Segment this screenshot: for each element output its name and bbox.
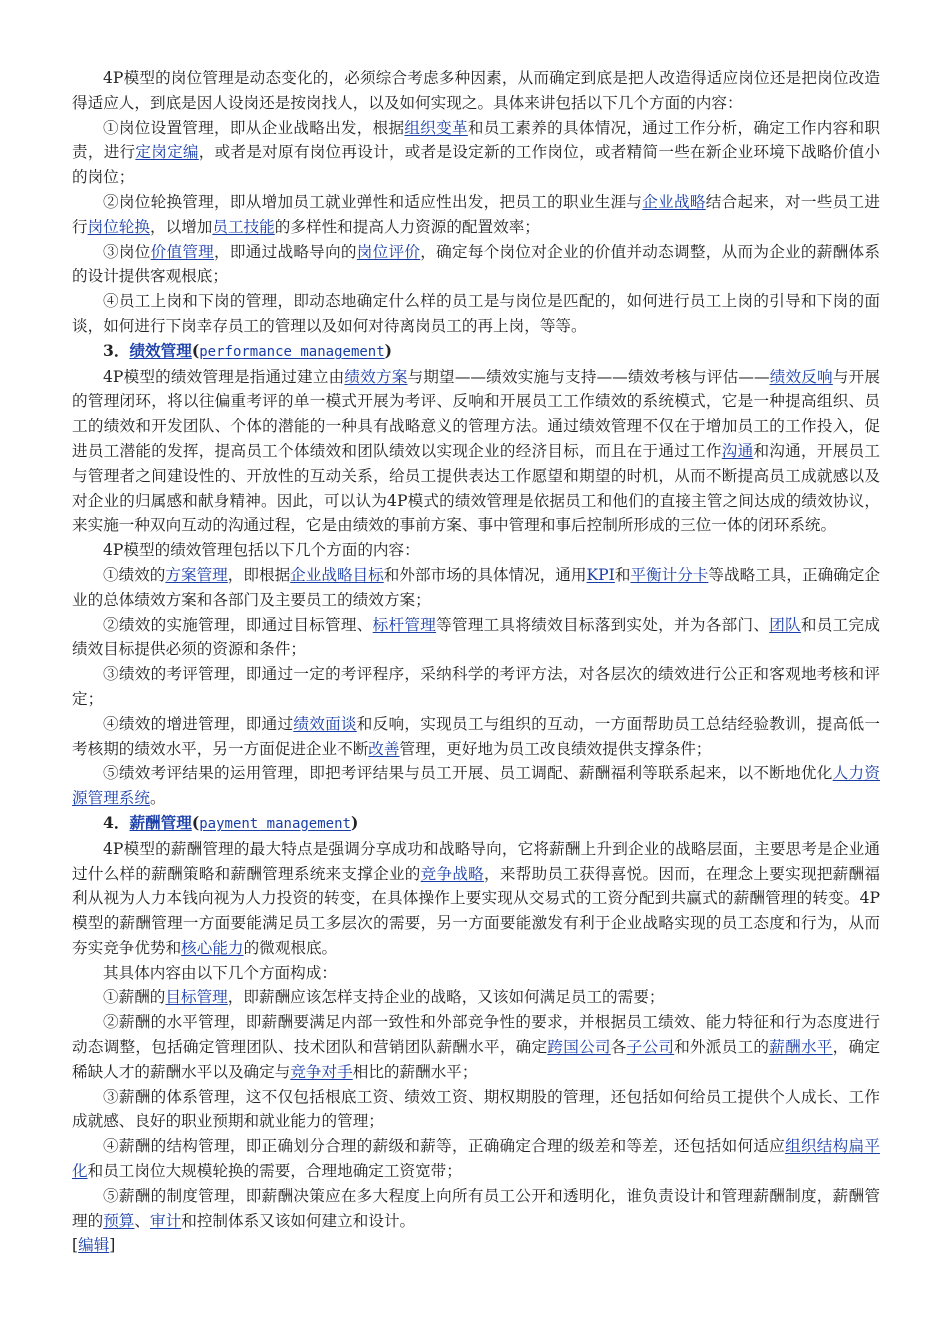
wiki-link[interactable]: 方案管理 — [165, 565, 228, 584]
text-run: 和外派员工的 — [674, 1038, 770, 1057]
text-run: ) — [350, 812, 359, 832]
text-run: 与开展的管理闭环，将以往偏重考评的单一模式开展为考评、反响和开展员工工作绩效的系统模式，它是一种提高组织、员工的绩效和开发团队、个体的潜能的一种具有战略意义的管理方法。通过绩效管理不仅在于增加员工的工作投入，促进员工潜能的发挥，提高员工个体绩效和团队绩效以实现企业的经济目标，而且在于通过工作 — [72, 367, 880, 460]
wiki-link[interactable]: 价值管理 — [150, 242, 215, 261]
paragraph — [72, 613, 880, 663]
text-run: 其具体内容由以下几个方面构成： — [103, 963, 337, 982]
section-heading — [72, 811, 880, 837]
text-run: 4P模型的绩效管理是指通过建立由 — [103, 367, 345, 386]
text-run: 相比的薪酬水平； — [352, 1062, 478, 1081]
wiki-link[interactable]: 人力资源管理系统 — [72, 764, 880, 808]
wiki-link[interactable]: 绩效反响 — [769, 367, 833, 386]
paragraph — [72, 289, 880, 339]
text-run: ，确定每个岗位对企业的价值并动态调整，从而为企业的薪酬体系的设计提供客观根底； — [72, 242, 880, 286]
wiki-link[interactable]: 岗位评价 — [356, 242, 421, 261]
text-run: 的多样性和提高人力资源的配置效率； — [274, 217, 540, 236]
wiki-link[interactable]: 竞争对手 — [290, 1062, 353, 1081]
text-run: ，即通过战略导向的 — [214, 242, 357, 261]
text-run: 等战略工具，正确确定企业的总体绩效方案和各部门及主要员工的绩效方案； — [72, 565, 880, 609]
text-run: 3． — [103, 340, 130, 360]
paragraph — [72, 240, 880, 290]
text-run: ，或者是对原有岗位再设计，或者是设定新的工作岗位，或者精简一些在新企业环境下战略价值小的岗位； — [72, 143, 880, 187]
wiki-link[interactable]: 审计 — [150, 1211, 182, 1230]
paragraph — [72, 1134, 880, 1184]
text-run: ，以增加 — [150, 217, 213, 236]
wiki-link[interactable]: 平衡计分卡 — [630, 565, 709, 584]
wiki-link[interactable]: 目标管理 — [165, 988, 228, 1007]
paragraph — [72, 365, 880, 539]
text-run: 和员工完成绩效目标提供必须的资源和条件； — [72, 615, 880, 659]
text-run: ，来帮助员工获得喜悦。因而，在理念上要实现把薪酬福利从视为人力本钱向视为人力投资的转变，在具体操作上要实现从交易式的工资分配到共赢式的薪酬管理的转变。4P模型的薪酬管理一方面要能满足员工多层次的需要，另一方面要能激发有利于企业战略实现的员工态度和行为，从而夯实竞争优势和 — [72, 864, 880, 957]
text-run: ，即薪酬应该怎样支持企业的战略，又该如何满足员工的需要； — [227, 988, 665, 1007]
wiki-link[interactable]: 岗位轮换 — [87, 217, 150, 236]
wiki-link[interactable]: 组织结构扁平化 — [72, 1137, 880, 1181]
text-run: 等管理工具将绩效目标落到实处，并为各部门、 — [436, 615, 770, 634]
wiki-link[interactable]: 定岗定编 — [135, 143, 199, 162]
text-run: 各 — [610, 1038, 627, 1057]
text-run: ] — [109, 1236, 116, 1255]
wiki-link[interactable]: performance management — [199, 343, 385, 360]
text-run: ③岗位 — [103, 242, 151, 261]
text-run: ) — [384, 340, 393, 360]
wiki-link[interactable]: 薪酬管理 — [129, 812, 192, 832]
paragraph — [72, 563, 880, 613]
text-run: 和员工素养的具体情况，通过工作分析，确定工作内容和职责，进行 — [72, 118, 880, 162]
wiki-link[interactable]: 预算 — [103, 1211, 135, 1230]
paragraph — [72, 116, 880, 190]
text-run: ④薪酬的结构管理，即正确划分合理的薪级和薪等，正确确定合理的级差和等差，还包括如何适应 — [103, 1137, 786, 1156]
edit-link[interactable]: 编辑 — [78, 1236, 110, 1255]
paragraph — [72, 1085, 880, 1135]
text-run: ②绩效的实施管理，即通过目标管理、 — [103, 615, 373, 634]
paragraph — [72, 538, 880, 563]
wiki-link[interactable]: 沟通 — [721, 441, 754, 460]
wiki-link[interactable]: 改善 — [368, 739, 400, 758]
wiki-link[interactable]: 薪酬水平 — [769, 1038, 833, 1057]
text-run: 4P模型的绩效管理包括以下几个方面的内容： — [103, 541, 420, 560]
text-run: 和反响，实现员工与组织的互动，一方面帮助员工总结经验教训，提高低一考核期的绩效水平，另一方面促进企业不断 — [72, 714, 880, 758]
text-run: ( — [191, 340, 200, 360]
wiki-link[interactable]: payment management — [199, 815, 351, 832]
paragraph — [72, 761, 880, 811]
text-run: 4P模型的岗位管理是动态变化的，必须综合考虑多种因素，从而确定到底是把人改造得适应岗位还是把岗位改造得适应人，到底是因人设岗还是按岗找人，以及如何实现之。具体来讲包括以下几个方面的内容： — [72, 69, 880, 112]
text-run: ，即根据 — [227, 565, 291, 584]
paragraph — [72, 985, 880, 1010]
paragraph — [72, 837, 880, 961]
wiki-link[interactable]: 绩效面谈 — [293, 714, 357, 733]
text-run: ，确定稀缺人才的薪酬水平以及确定与 — [72, 1038, 880, 1081]
paragraph — [72, 961, 880, 986]
text-run: [ — [72, 1236, 79, 1255]
text-run: ⑤绩效考评结果的运用管理，即把考评结果与员工开展、员工调配、薪酬福利等联系起来，以不断地优化 — [103, 764, 833, 783]
text-run: ①薪酬的 — [103, 988, 166, 1007]
wiki-link[interactable]: 组织变革 — [404, 118, 468, 137]
text-run: 和员工岗位大规模轮换的需要，合理地确定工资宽带； — [87, 1162, 462, 1181]
text-run: ( — [191, 812, 200, 832]
text-run: 和 — [614, 565, 631, 584]
text-run: ③绩效的考评管理，即通过一定的考评程序，采纳科学的考评方法，对各层次的绩效进行公正和客观地考核和评定； — [72, 665, 880, 708]
text-run: 。 — [149, 789, 166, 808]
text-run: ③薪酬的体系管理，这不仅包括根底工资、绩效工资、期权期股的管理，还包括如何给员工提供个人成长、工作成就感、良好的职业预期和就业能力的管理； — [72, 1087, 880, 1131]
text-run: ⑤薪酬的制度管理，即薪酬决策应在多大程度上向所有员工公开和透明化，谁负责设计和管理薪酬制度，薪酬管理的 — [72, 1186, 880, 1230]
wiki-link[interactable]: 跨国公司 — [547, 1038, 611, 1057]
wiki-link[interactable]: 员工技能 — [212, 217, 275, 236]
text-run: 与期望——绩效实施与支持——绩效考核与评估—— — [407, 367, 770, 386]
wiki-link[interactable]: 绩效管理 — [129, 340, 192, 360]
paragraph — [72, 712, 880, 762]
paragraph — [72, 190, 880, 240]
section-heading — [72, 339, 880, 365]
text-run: 结合起来，对一些员工进行 — [72, 192, 880, 236]
text-run: ①岗位设置管理，即从企业战略出发，根据 — [103, 118, 405, 137]
text-run: ②岗位轮换管理，即从增加员工就业弹性和适应性出发，把员工的职业生涯与 — [103, 192, 643, 211]
text-run: 和控制体系又该如何建立和设计。 — [181, 1211, 416, 1230]
text-run: ④员工上岗和下岗的管理，即动态地确定什么样的员工是与岗位是匹配的，如何进行员工上岗的引导和下岗的面谈，如何进行下岗幸存员工的管理以及如何对待离岗员工的再上岗，等等。 — [72, 292, 880, 335]
wiki-link[interactable]: 核心能力 — [181, 938, 244, 957]
wiki-link[interactable]: 企业战略目标 — [290, 565, 384, 584]
wiki-link[interactable]: 竞争战略 — [420, 864, 485, 883]
paragraph — [72, 1184, 880, 1234]
wiki-link[interactable]: 团队 — [769, 615, 801, 634]
text-run: 和沟通，开展员工与管理者之间建设性的、开放性的互动关系，给员工提供表达工作愿望和期望的时机，从而不断提高员工成就感以及对企业的归属感和献身精神。因此，可以认为4P模式的绩效管理是依据员工和他们的直接主管之间达成的绩效协议，来实施一种双向互动的沟通过程，它是由绩效的事前方案、事中管理和事后控制所形成的三位一体的闭环系统。 — [72, 441, 880, 535]
text-run: 、 — [134, 1211, 151, 1230]
wiki-link[interactable]: 子公司 — [626, 1038, 675, 1057]
edit-section — [72, 1233, 880, 1258]
text-run: ②薪酬的水平管理，即薪酬要满足内部一致性和外部竞争性的要求，并根据员工绩效、能力特征和行为态度进行动态调整，包括确定管理团队、技术团队和营销团队薪酬水平，确定 — [72, 1013, 880, 1057]
text-run: ①绩效的 — [103, 565, 166, 584]
text-run: 管理，更好地为员工改良绩效提供支撑条件； — [399, 739, 712, 758]
wiki-link[interactable]: 绩效方案 — [344, 367, 408, 386]
wiki-link[interactable]: 标杆管理 — [372, 615, 437, 634]
text-run: 4． — [103, 812, 130, 832]
text-run: 和外部市场的具体情况，通用 — [383, 565, 587, 584]
paragraph — [72, 66, 880, 116]
paragraph — [72, 1010, 880, 1084]
wiki-link[interactable]: KPI — [586, 565, 615, 584]
text-run: 4P模型的薪酬管理的最大特点是强调分享成功和战略导向，它将薪酬上升到企业的战略层面，主要思考是企业通过什么样的薪酬策略和薪酬管理系统来支撑企业的 — [72, 839, 880, 883]
paragraph — [72, 662, 880, 712]
text-run: 的微观根底。 — [243, 938, 338, 957]
wiki-link[interactable]: 企业战略 — [642, 192, 706, 211]
text-run: ④绩效的增进管理，即通过 — [103, 714, 294, 733]
